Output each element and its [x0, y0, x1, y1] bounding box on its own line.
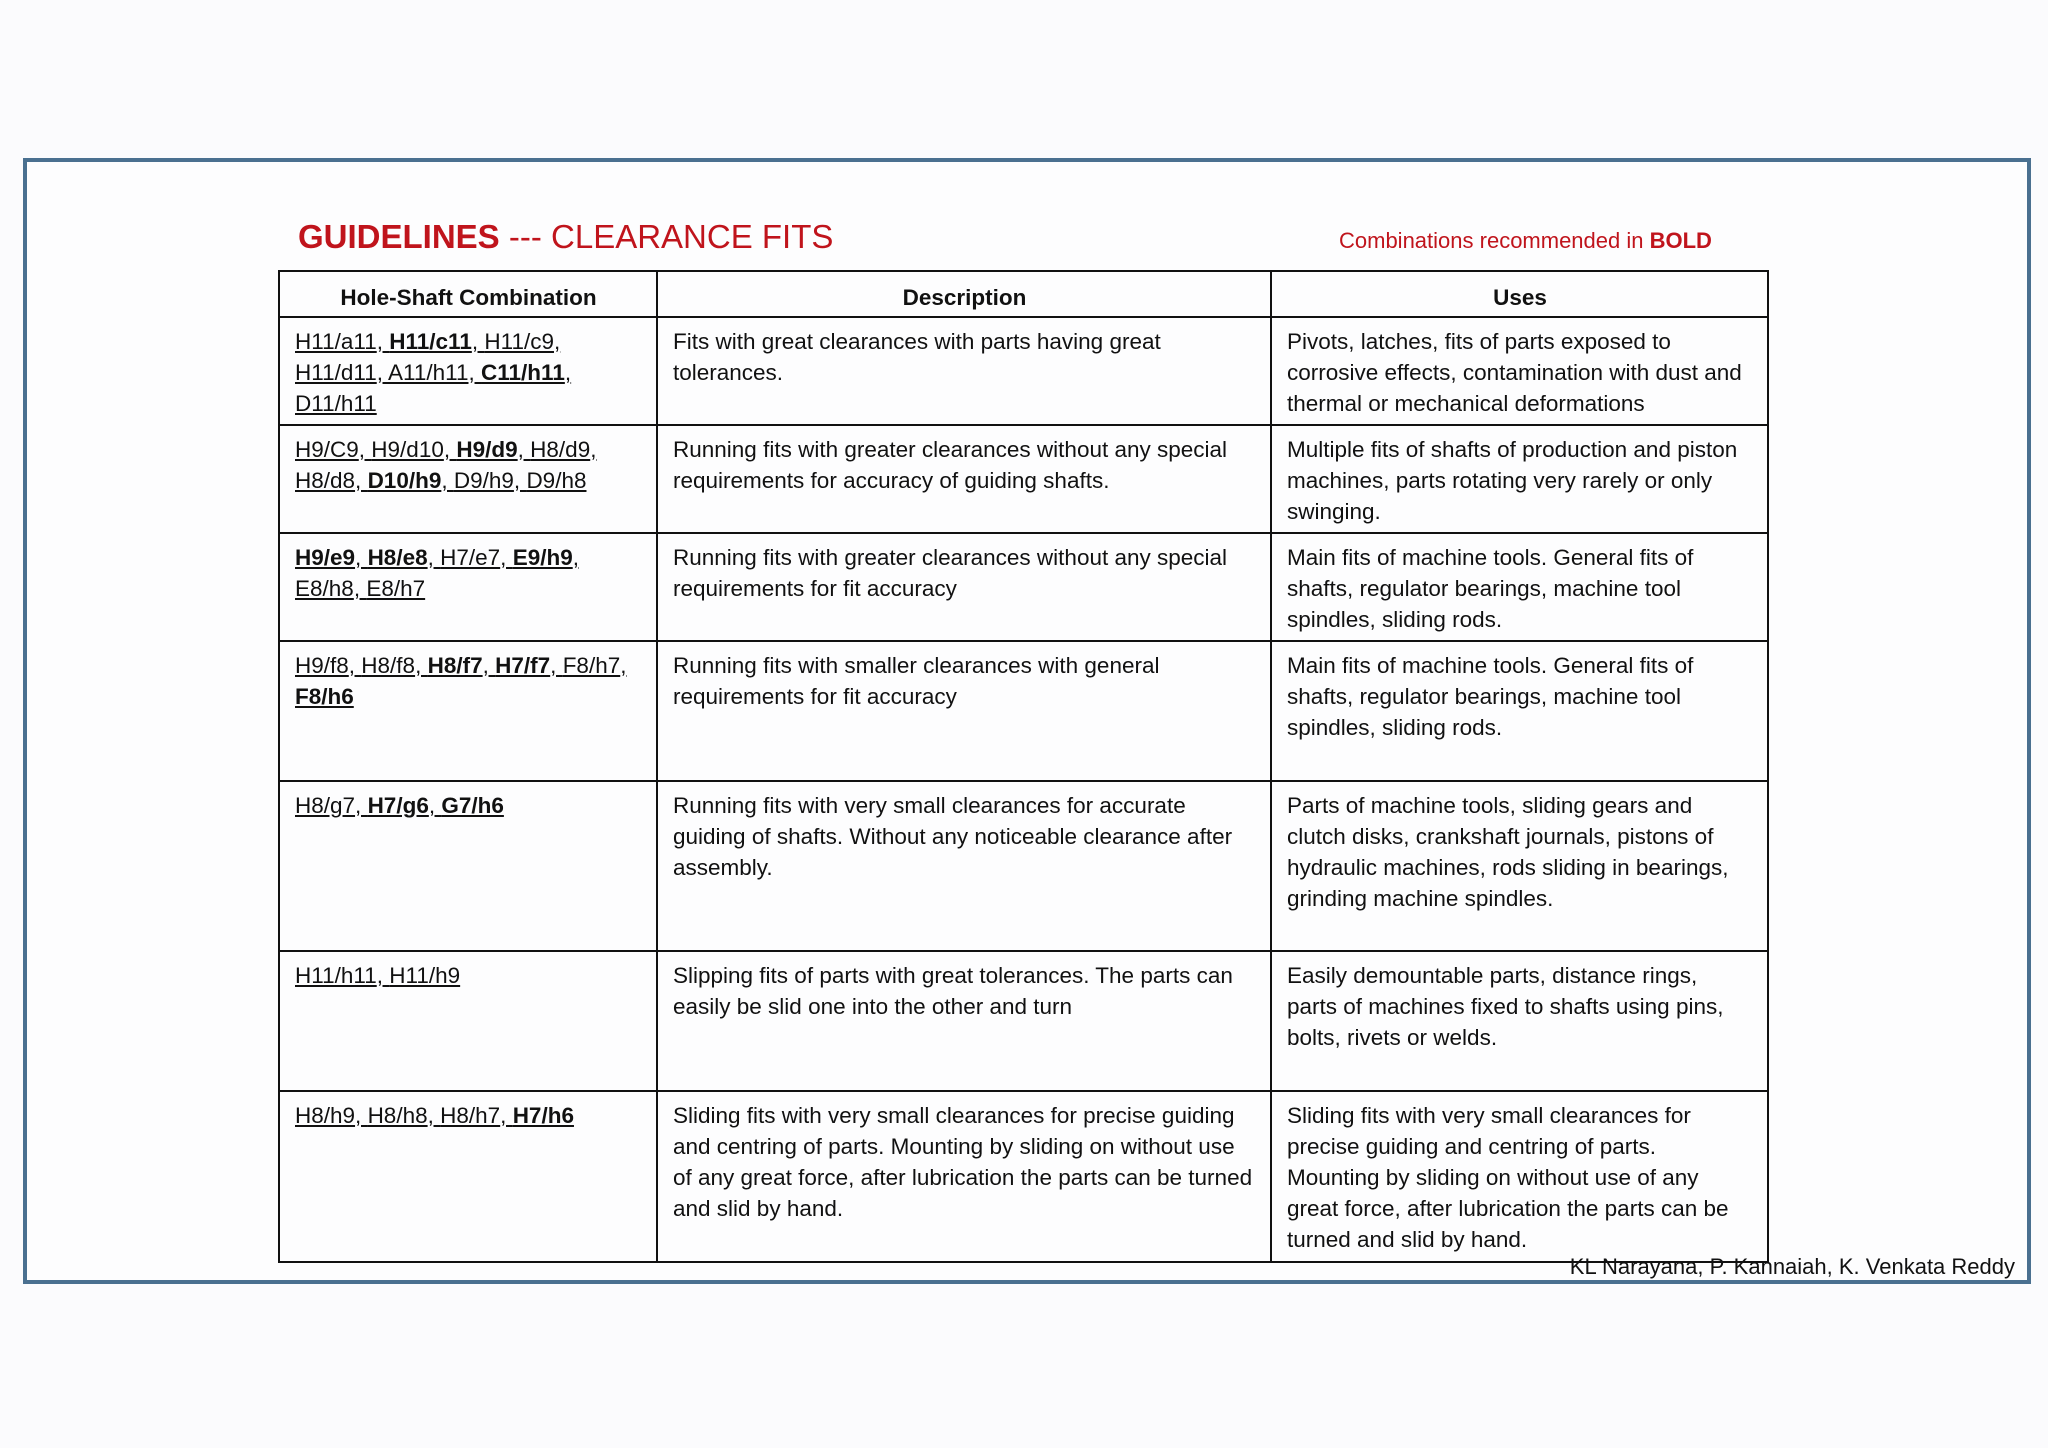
combination-recommended: C11/h11: [481, 360, 565, 385]
combination-recommended: E9/h9: [512, 545, 573, 570]
combination: E8/h8: [295, 576, 354, 601]
combination: H9/d10: [371, 437, 444, 462]
combination: H11/c9: [484, 329, 554, 354]
clearance-fits-table: [278, 270, 1769, 1263]
combination: H8/d8: [295, 468, 356, 493]
combination: H9/C9: [295, 437, 359, 462]
combination-list: H9/e9, H8/e8, H7/e7, E9/h9, E8/h8, E8/h7: [295, 545, 579, 601]
author-credit: KL Narayana, P. Kannaiah, K. Venkata Reddy: [1569, 1254, 2015, 1279]
combination-recommended: H9/e9: [295, 545, 356, 570]
cell-combination: [279, 425, 657, 533]
combination-recommended: H8/e8: [367, 545, 428, 570]
combination: D11/h11: [295, 391, 377, 416]
combination-recommended: H8/f7: [427, 653, 483, 678]
combination-recommended: H7/h6: [512, 1103, 574, 1128]
cell-description: Slipping fits of parts with great tolerances. The parts can easily be slid one into the other and turn: [657, 951, 1271, 1091]
table-row: [279, 781, 1768, 951]
cell-combination: [279, 951, 657, 1091]
combination-list: H9/C9, H9/d10, H9/d9, H8/d9, H8/d8, D10/h9, D9/h9, D9/h8: [295, 437, 597, 493]
table-row: [279, 533, 1768, 641]
combination-recommended: F8/h6: [295, 684, 354, 709]
combination: H7/e7: [440, 545, 501, 570]
table-body: [279, 317, 1768, 1262]
header-description: Description: [657, 271, 1271, 317]
combination: D9/h9: [453, 468, 514, 493]
cell-description: Running fits with greater clearances without any special requirements for accuracy of guiding shafts.: [657, 425, 1271, 533]
table-row: [279, 317, 1768, 425]
cell-combination: [279, 533, 657, 641]
table-row: [279, 951, 1768, 1091]
cell-description: Fits with great clearances with parts having great tolerances.: [657, 317, 1271, 425]
combination: H8/h9: [295, 1103, 356, 1128]
combination: H8/g7: [295, 793, 356, 818]
table-row: [279, 1091, 1768, 1262]
combination-list: H8/g7, H7/g6, G7/h6: [295, 793, 504, 818]
combination-list: H8/h9, H8/h8, H8/h7, H7/h6: [295, 1103, 574, 1128]
combination: F8/h7: [562, 653, 621, 678]
cell-uses: Pivots, latches, fits of parts exposed to corrosive effects, contamination with dust and thermal or mechanical deformations: [1271, 317, 1768, 425]
combination: H11/a11: [295, 329, 377, 354]
cell-combination: [279, 317, 657, 425]
recommendation-note: [1339, 228, 1712, 254]
cell-uses: Main fits of machine tools. General fits of shafts, regulator bearings, machine tool spindles, sliding rods.: [1271, 641, 1768, 781]
cell-uses: Main fits of machine tools. General fits of shafts, regulator bearings, machine tool spindles, sliding rods.: [1271, 533, 1768, 641]
cell-description: Running fits with smaller clearances with general requirements for fit accuracy: [657, 641, 1271, 781]
combination-recommended: G7/h6: [441, 793, 504, 818]
cell-uses: Multiple fits of shafts of production and piston machines, parts rotating very rarely or only swinging.: [1271, 425, 1768, 533]
cell-combination: [279, 1091, 657, 1262]
cell-uses: Easily demountable parts, distance rings, parts of machines fixed to shafts using pins, bolts, rivets or welds.: [1271, 951, 1768, 1091]
combination: E8/h7: [366, 576, 426, 601]
cell-combination: [279, 641, 657, 781]
table-row: [279, 641, 1768, 781]
note-emphasis: BOLD: [1649, 228, 1712, 253]
page-title: [298, 218, 833, 256]
combination-list: H11/h11, H11/h9: [295, 963, 461, 988]
combination: H11/h9: [389, 963, 461, 988]
cell-description: Running fits with greater clearances without any special requirements for fit accuracy: [657, 533, 1271, 641]
combination: H8/h7: [440, 1103, 501, 1128]
combination-recommended: H7/g6: [367, 793, 429, 818]
cell-combination: [279, 781, 657, 951]
cell-description: Running fits with very small clearances for accurate guiding of shafts. Without any noticeable clearance after assembly.: [657, 781, 1271, 951]
combination: H8/d9: [530, 437, 591, 462]
combination: H9/f8: [295, 653, 349, 678]
combination-recommended: D10/h9: [367, 468, 442, 493]
header-combination: Hole-Shaft Combination: [279, 271, 657, 317]
combination-recommended: H9/d9: [456, 437, 518, 462]
combination: H8/f8: [361, 653, 416, 678]
cell-description: Sliding fits with very small clearances for precise guiding and centring of parts. Mounting by sliding on without use of any great force, after lubrication the parts can be turned and slid by hand.: [657, 1091, 1271, 1262]
combination-recommended: H11/c11: [389, 329, 472, 354]
cell-uses: Sliding fits with very small clearances for precise guiding and centring of parts. Mounting by sliding on without use of any great force, after lubrication the parts can be turned and slid by hand.: [1271, 1091, 1768, 1262]
table-header-row: [279, 271, 1768, 317]
combination-recommended: H7/f7: [495, 653, 551, 678]
combination-list: H11/a11, H11/c11, H11/c9, H11/d11, A11/h11, C11/h11, D11/h11: [295, 329, 572, 416]
combination: H11/h11: [295, 963, 377, 988]
cell-uses: Parts of machine tools, sliding gears and clutch disks, crankshaft journals, pistons of hydraulic machines, rods sliding in bearings, grinding machine spindles.: [1271, 781, 1768, 951]
combination: H8/h8: [367, 1103, 428, 1128]
combination: D9/h8: [526, 468, 587, 493]
combination: A11/h11: [388, 360, 469, 385]
title-strong: GUIDELINES: [298, 218, 500, 255]
combination: H11/d11: [295, 360, 377, 385]
note-text: Combinations recommended in: [1339, 228, 1650, 253]
combination-list: H9/f8, H8/f8, H8/f7, H7/f7, F8/h7, F8/h6: [295, 653, 627, 709]
header-uses: Uses: [1271, 271, 1768, 317]
table-row: [279, 425, 1768, 533]
title-rest: --- CLEARANCE FITS: [499, 218, 834, 255]
